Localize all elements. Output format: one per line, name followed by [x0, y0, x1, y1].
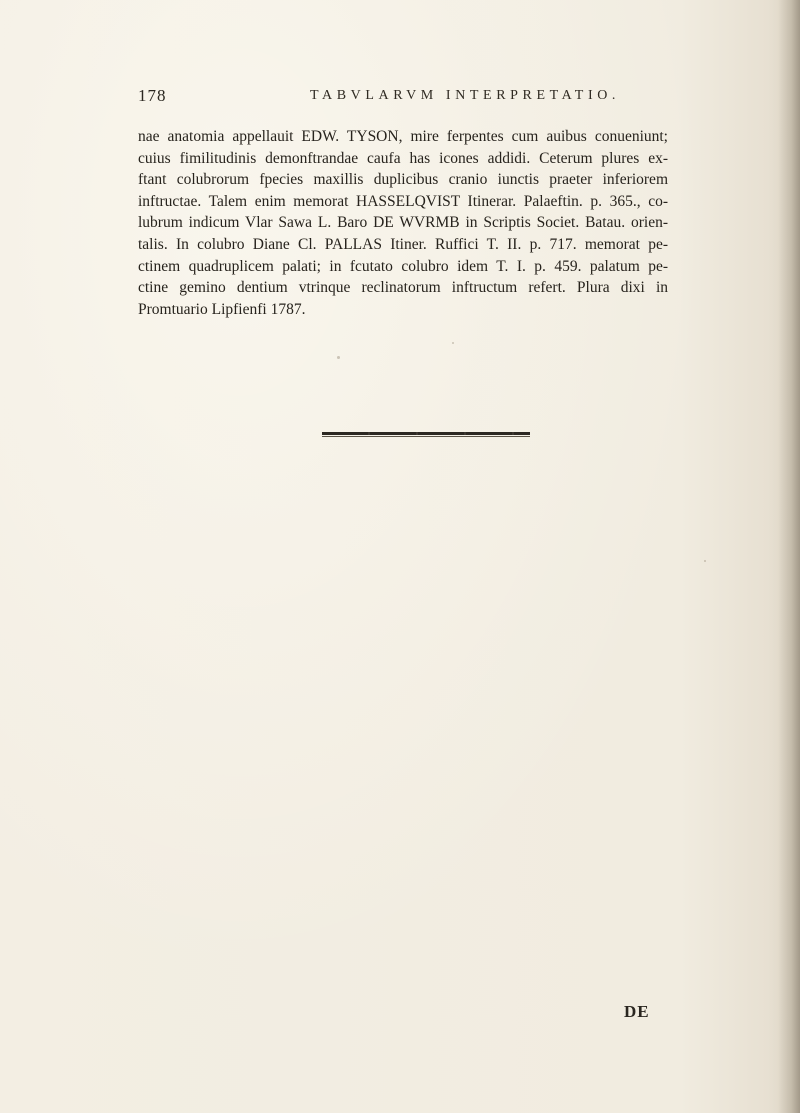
- paper-speck: [452, 342, 454, 344]
- divider-thin-rule: [322, 436, 530, 437]
- running-head: [138, 86, 658, 108]
- catchword: DE: [624, 1002, 650, 1021]
- text-line: cuius fimilitudinis demonftrandae caufa has icones addidi. Ceterum plures ex-: [138, 149, 668, 167]
- text-line: nae anatomia appellauit EDW. TYSON, mire ferpentes cum auibus conueniunt;: [138, 128, 668, 145]
- divider-thick-rule: [322, 432, 530, 435]
- text-line: inftructae. Talem enim memorat HASSELQVIST Itinerar. Palaeftin. p. 365., co-: [138, 192, 668, 210]
- running-title: TABVLARVM INTERPRETATIO.: [310, 88, 621, 103]
- body-paragraph: [138, 126, 668, 320]
- text-line: ftant colubrorum fpecies maxillis duplicibus cranio iunctis praeter inferiorem: [138, 171, 668, 189]
- section-divider-rule: [322, 432, 530, 438]
- text-line: talis. In colubro Diane Cl. PALLAS Itiner. Ruffici T. II. p. 717. memorat pe-: [138, 235, 668, 253]
- text-line-last: Promtuario Lipfienfi 1787.: [138, 300, 306, 318]
- page-number: 178: [138, 86, 167, 105]
- text-line: lubrum indicum Vlar Sawa L. Baro DE WVRMB in Scriptis Societ. Batau. orien-: [138, 214, 668, 232]
- text-line: ctinem quadruplicem palati; in fcutato colubro idem T. I. p. 459. palatum pe-: [138, 257, 668, 275]
- paper-speck: [337, 356, 340, 359]
- page-edge-shadow: [778, 0, 800, 1113]
- text-line: ctine gemino dentium vtrinque reclinatorum inftructum refert. Plura dixi in: [138, 279, 668, 297]
- paper-speck: [704, 560, 706, 562]
